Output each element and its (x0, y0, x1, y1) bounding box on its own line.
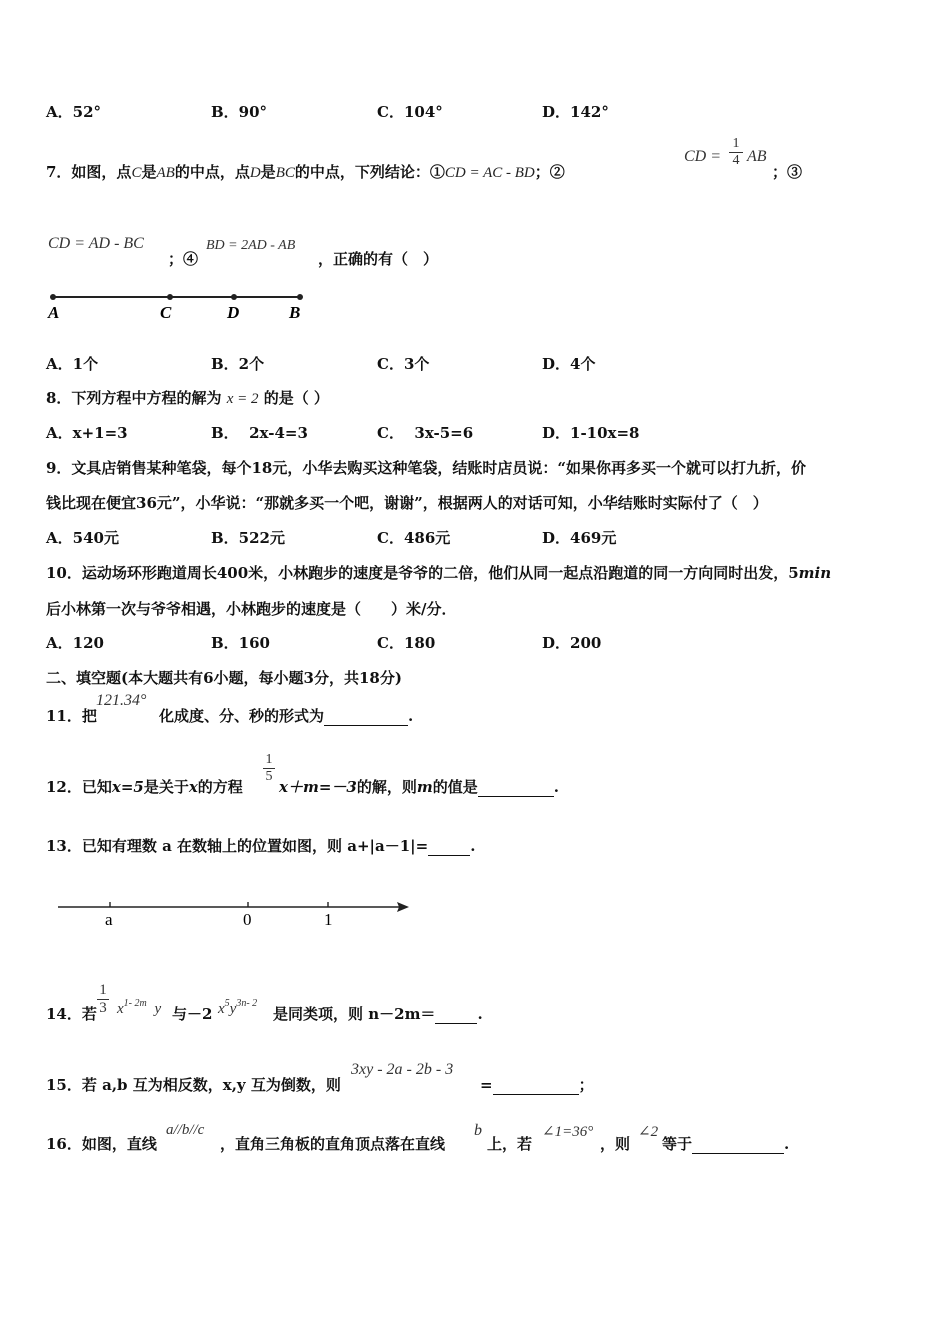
q12-fraction (263, 752, 275, 785)
q16-text-b: ，直角三角板的直角顶点落在直线 (220, 1135, 446, 1153)
label-d: D (227, 303, 240, 322)
q11-question (159, 706, 413, 726)
q7-conclusion-4: BD = 2AD - AB (206, 238, 296, 253)
point-d-dot (231, 294, 237, 300)
q7-conclusion-2-right: AB (747, 148, 767, 165)
q14-mid: 与－2 (172, 1005, 213, 1023)
q15-tail (480, 1075, 594, 1095)
q7-segment-ab: AB (156, 165, 175, 181)
q12-variable-x: x (188, 778, 198, 796)
q16-text-c: 上，若 (487, 1135, 533, 1153)
answer-blank[interactable] (692, 1138, 784, 1154)
q7-sep-3: ；③ (772, 163, 803, 181)
q6-option-b: B．90° (211, 103, 268, 121)
q8-option-d: D．1-10x=8 (542, 424, 640, 442)
fraction-numerator: 1 (732, 136, 740, 151)
point-b-dot (297, 294, 303, 300)
q16-lead: 16．如图，直线 (46, 1135, 157, 1153)
q14-fraction (97, 982, 109, 1017)
label-a: A (48, 303, 60, 322)
q14-lead: 14．若 (46, 1005, 97, 1023)
q7-option-d: D．4个 (542, 355, 596, 373)
q7-sep-4: ；④ (168, 250, 199, 268)
q16-line-b: b (474, 1122, 482, 1139)
q7-option-a: A．1个 (46, 355, 99, 373)
q10-line-1 (46, 563, 831, 583)
q16-parallel-lines: a//b//c (166, 1122, 205, 1138)
q15-expression: 3xy - 2a - 2b - 3 (351, 1061, 454, 1078)
fraction-numerator: 1 (99, 982, 107, 998)
q7-option-c: C．3个 (377, 355, 430, 373)
q7-segment-bc: BC (275, 165, 295, 181)
q9-option-d: D．469元 (542, 529, 617, 547)
q12-text-e: 的方程 (197, 778, 243, 796)
q12-equation: x＋m=－3 (279, 778, 357, 796)
q15-equals: = (480, 1076, 493, 1094)
q10-option-a: A．120 (46, 634, 104, 652)
q13-number-line (56, 896, 416, 932)
q6-option-d: D．142° (542, 103, 609, 121)
point-c-dot (167, 294, 173, 300)
q16-text-d: ，则 (600, 1135, 631, 1153)
q10-line-2: 后小林第一次与爷爷相遇，小林跑步的速度是（ ）米/分． (46, 600, 457, 618)
q13-question (46, 836, 475, 856)
q6-option-c: C．104° (377, 103, 443, 121)
q10-option-b: B．160 (211, 634, 270, 652)
exponent-x: 5 (224, 998, 230, 1009)
q7-point-d: D (249, 165, 261, 181)
q7-segment-figure (48, 290, 308, 326)
q12-tail (279, 777, 559, 797)
q11-text: 化成度、分、秒的形式为 (159, 707, 325, 725)
var-y: y (229, 1001, 237, 1017)
q9-option-c: C．486元 (377, 529, 451, 547)
label-b: B (289, 303, 301, 322)
q16-angle-1: ∠1=36° (542, 1124, 594, 1140)
answer-blank[interactable] (478, 781, 554, 797)
q12-end: . (553, 778, 559, 796)
q14-term-2 (218, 998, 258, 1018)
q14-text-c: 是同类项，则 n－2m＝ (273, 1005, 436, 1023)
point-a-dot (50, 294, 56, 300)
q6-option-a: A．52° (46, 103, 102, 121)
q8-text-a: 8．下列方程中方程的解为 (46, 389, 222, 407)
q12-text-i: 的值是 (432, 778, 478, 796)
q12-variable-m: m (416, 778, 433, 796)
q12-text-g: 的解，则 (356, 778, 417, 796)
q11-angle: 121.34° (96, 692, 147, 709)
tick-label-a: a (105, 910, 113, 929)
q7-is: 是 (141, 163, 157, 181)
q12-x-value: x=5 (111, 778, 144, 796)
q7-question-line1 (46, 162, 565, 183)
q8-option-a: A．x+1=3 (46, 424, 128, 442)
q7-option-b: B．2个 (211, 355, 265, 373)
q8-text-b: 的是（ ） (263, 389, 329, 407)
answer-blank[interactable] (324, 710, 408, 726)
q7-conclusion-2-left: CD = (684, 148, 722, 165)
q12-text-a: 12．已知 (46, 778, 112, 796)
q15-lead: 15．若 a,b 互为相反数，x,y 互为倒数，则 (46, 1076, 341, 1094)
q9-line-2: 钱比现在便宜36元”，小华说：“那就多买一个吧，谢谢”，根据两人的对话可知，小华结账时实际付了（ ） (46, 494, 768, 512)
answer-blank[interactable] (428, 840, 470, 856)
q7-point-c: C (131, 165, 142, 181)
tick-label-0: 0 (243, 910, 252, 929)
q9-option-b: B．522元 (211, 529, 285, 547)
q12-lead (46, 777, 243, 797)
q10-option-d: D．200 (542, 634, 602, 652)
q7-is2: 是 (260, 163, 276, 181)
answer-blank[interactable] (435, 1008, 477, 1024)
fraction-denominator: 3 (97, 999, 109, 1017)
var-y: y (154, 1001, 162, 1017)
var-x: x (117, 1001, 124, 1017)
q7-conclusions-lead: 的中点，下列结论：① (294, 163, 445, 181)
q7-conclusion-3: CD = AD - BC (48, 235, 144, 252)
q7-intro: 7．如图，点 (46, 163, 132, 181)
q8-equation: x = 2 (226, 391, 259, 407)
fraction-denominator: 5 (263, 768, 275, 785)
q9-line-1: 9．文具店销售某种笔袋，每个18元，小华去购买这种笔袋，结账时店员说：“如果你再多买一个就可以打九折，价 (46, 459, 806, 477)
fraction-denominator: 4 (729, 152, 743, 169)
q7-conclusion-1: CD = AC - BD (444, 165, 535, 181)
fraction-numerator: 1 (265, 752, 273, 767)
q16-angle-2: ∠2 (638, 1124, 659, 1140)
section-2-heading: 二、填空题(本大题共有6小题，每小题3分，共18分) (46, 669, 402, 687)
q16-text-e: 等于 (662, 1135, 693, 1153)
q7-midpoint-text: 的中点，点 (174, 163, 250, 181)
q12-text-c: 是关于 (143, 778, 189, 796)
q10-option-c: C．180 (377, 634, 436, 652)
q8-option-b: B． 2x-4=3 (211, 424, 308, 442)
q7-tail: ，正确的有（ ） (318, 250, 439, 268)
q10-unit: min (798, 564, 832, 582)
q9-option-a: A．540元 (46, 529, 119, 547)
q8-question (46, 388, 329, 409)
q7-conclusion-2-fraction (729, 136, 743, 169)
q16-tail (662, 1134, 789, 1154)
q16-end: . (784, 1135, 790, 1153)
q13-end: . (470, 837, 476, 855)
q11-end: . (408, 707, 414, 725)
q15-end: ； (578, 1076, 594, 1094)
q13-text: 13．已知有理数 a 在数轴上的位置如图，则 a+|a－1|= (46, 837, 429, 855)
q14-tail (273, 1004, 483, 1024)
exponent-x: 1- 2m (123, 998, 147, 1009)
var-x: x (218, 1001, 225, 1017)
q11-lead: 11．把 (46, 707, 97, 725)
tick-label-1: 1 (324, 910, 333, 929)
q14-term-1 (117, 998, 162, 1018)
exponent-y: 3n- 2 (236, 998, 258, 1009)
q14-end: . (477, 1005, 483, 1023)
label-c: C (160, 303, 172, 322)
answer-blank[interactable] (493, 1079, 579, 1095)
q8-option-c: C． 3x-5=6 (377, 424, 474, 442)
q7-sep-2: ；② (534, 163, 565, 181)
q10-line-1-text: 10．运动场环形跑道周长400米，小林跑步的速度是爷爷的二倍，他们从同一起点沿跑道的同一方向同时出发，5 (46, 564, 799, 582)
